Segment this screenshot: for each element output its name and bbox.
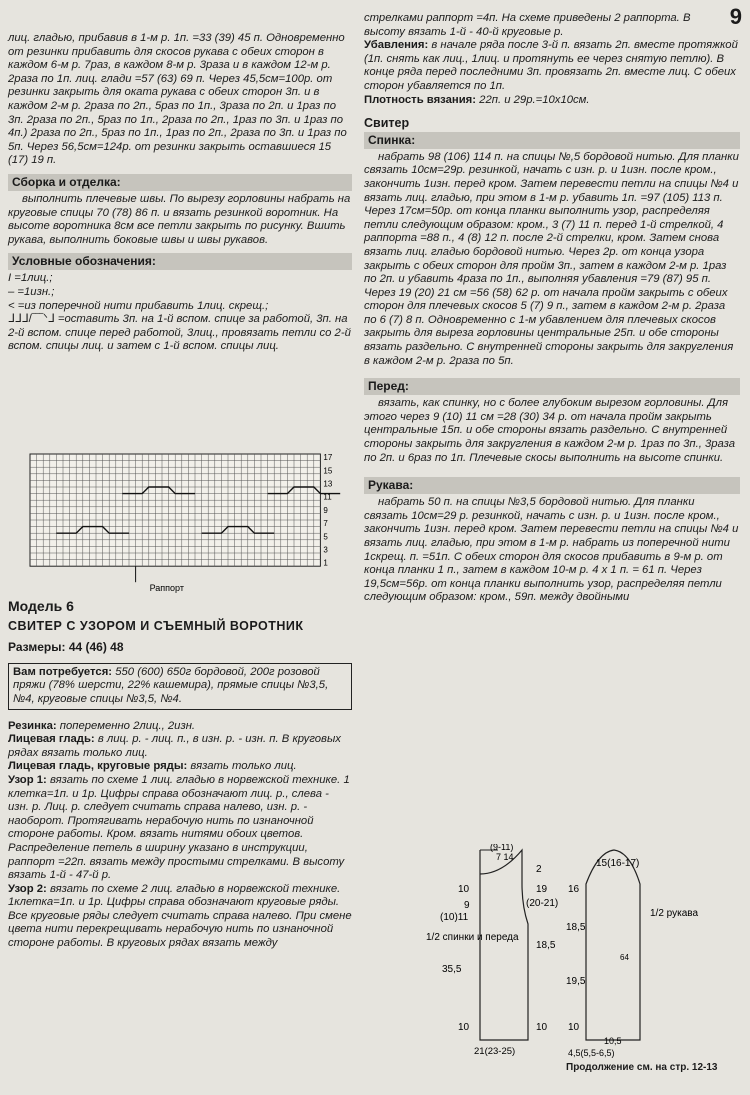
chart-row-label: 15 <box>323 466 333 476</box>
pattern-1-text: вязать по схеме 1 лиц. гладью в норвежской технике. 1 клетка=1п. и 1р. Цифры справа обозначают лиц. р., слева - изн. р. Лиц. р. следует считать справа налево, изн. р. - наоборот. Протягивать нерабочую нить по изнаночной стороне работы. Кром. вязать нитями обоих цветов. Распределение петель в ширину указано в инструкции, раппорт =22п. вязать между простыми стрелками. В высоту вязать 1-й - 47-й р. <box>8 773 350 882</box>
s-10: 10 <box>568 1022 580 1033</box>
m-bottom: 21(23-25) <box>474 1046 516 1057</box>
sizes <box>8 641 352 655</box>
legend-increase: < =из поперечной нити прибавить 1лиц. скрещ.; <box>8 299 269 312</box>
assembly-heading: Сборка и отделка: <box>8 174 352 191</box>
s-top: 15(16-17) <box>596 858 640 869</box>
pattern-chart <box>28 452 348 603</box>
body-label <box>426 932 519 943</box>
rib-text: попеременно 2лиц., 2изн. <box>59 719 196 732</box>
chart-row-label: 5 <box>323 532 328 542</box>
right-column <box>364 12 740 605</box>
legend-knit: I =1лиц.; <box>8 272 53 285</box>
legend-cable <box>8 313 352 354</box>
s-bottom: 4,5(5,5-6,5) <box>568 1048 615 1058</box>
continued-note: Продолжение см. на стр. 12-13 <box>566 1062 718 1073</box>
back-heading: Спинка: <box>364 132 740 149</box>
m-10b: 10 <box>458 1022 470 1033</box>
m-top: (9-11) <box>490 844 514 852</box>
s-16: 16 <box>568 884 580 895</box>
sleeve-text: набрать 50 п. на спицы №3,5 бордовой нитью. Для планки связать 10см=29 р. резинкой, начать с изн. р. и 1изн. после кром., закончить 1изн. перед кром. Затем перевести петли на спицы №4 и вязать лиц. гладью, при этом в 1-м р. набрать из поперечной нити 1скрещ. п. =51п. С обеих сторон для скосов прибавить в 9-м р. от конца планки 1 п., затем в каждом 10-м р. 4 х 1 п. = 61 п. Через 19,5см=56р. от конца планки выполнить узор, распределяя петли следующим образом: кром., 59п. между двойными <box>364 496 739 604</box>
model-title: СВИТЕР С УЗОРОМ И СЪЕМНЫЙ ВОРОТНИК <box>8 618 304 633</box>
stockinette-round-text: вязать только лиц. <box>190 760 297 773</box>
sleeve-heading: Рукава: <box>364 477 740 494</box>
pattern-chart-svg <box>28 452 348 598</box>
gauge-text: 22п. и 29р.=10х10см. <box>479 93 590 106</box>
m-18-5: 18,5 <box>536 940 556 951</box>
schema-svg <box>418 844 718 1062</box>
body-label-line: 1/2 спинки и переда <box>426 932 519 943</box>
m-2: 2 <box>536 864 542 875</box>
s-19-5: 19,5 <box>566 976 586 987</box>
chart-row-label: 7 <box>323 519 328 529</box>
pattern-2-text: вязать по схеме 2 лиц. гладью в норвежской технике. 1клетка=1п. и 1р. Цифры справа обозначают круговые ряды. Все круговые ряды следует считать справа налево. При смене цвета нити перекрещивать нерабочую нить по изнаночной стороне работы. В круговых рядах вязать между <box>8 882 352 950</box>
chart-row-label: 3 <box>323 545 328 555</box>
stockinette-round-label: Лицевая гладь, круговые ряды: <box>8 760 188 773</box>
pattern-2-label: Узор 2: <box>8 882 47 895</box>
back-text: набрать 98 (106) 114 п. на спицы №,5 бордовой нитью. Для планки связать 10см=29р. резинкой, начать с изн. р. и 1изн. после кром., закончить 1изн. перед кром. Затем перевести петли на спицы №4 и вязать лиц. гладью, при этом в 1-м р. убавить 1п. =97 (105) 113 п. Через 17см=50р. от конца планки выполнить узор, распределяя петли следующим образом: кром., 3 (7) 11 п. перед 1-й стрелкой, 4 раппорта =88 п., 4 (8) 12 п. после 2-й стрелки, кром. Затем снова вязать лиц. гладью бордовой нитью. Через 2р. от конца узора закрыть с обеих сторон для пройм 3п., затем в каждом 2-м р. 1раз по 2п. и убавить 4раза по 1п., выполняя убавления =79 (87) 95 п. Через 19 (20) 21 см =56 (58) 62 р. от начала пройм закрыть с обеих сторон для плечевых скосов 5 (7) 9 п., затем в каждом 2-м р. 2раза по 6 (7) 8 п. Одновременно с 1-м убавлением для плечевых скосов закрыть для выреза горловины центральные 25п. и обе стороны вязать раздельно. С внутренней стороны закрыть для закругления в каждом 2-м р. 2раза по 5п. <box>364 150 739 367</box>
sizes-label: Размеры: <box>8 640 66 655</box>
materials-text: 550 (600) 650г бордовой, 200г розовой пряжи (78% шерсти, 22% кашемира), прямые спицы №3,5, №4, круговые спицы №3,5, №4. <box>13 665 329 705</box>
pattern-1-label: Узор 1: <box>8 773 47 786</box>
chart-row-label: 13 <box>323 479 333 489</box>
materials-box <box>8 663 352 710</box>
m-9: 9 <box>464 900 470 911</box>
rapport-label: Раппорт <box>149 583 185 594</box>
rib-label: Резинка: <box>8 719 57 732</box>
decrease-paragraph <box>364 39 740 93</box>
front-heading: Перед: <box>364 378 740 395</box>
decrease-text: в начале ряда после 3-й п. вязать 2п. вместе протяжкой (1п. снять как лиц., 1лиц. и протянуть ее через снятую петлю). В конце ряда перед последними 3п. провязать 2п. вместе лиц. С обеих сторон убавляется по 1п. <box>364 39 738 92</box>
m-19b: (20-21) <box>526 898 559 909</box>
cable-symbol: ᒧᒧᒧ/‾‾‾ᐠᒧ <box>8 313 55 326</box>
m-top2: 7 14 <box>496 852 514 862</box>
measurement-schema <box>418 844 718 1067</box>
m-10-11: (10)11 <box>440 912 469 923</box>
stockinette-round-paragraph <box>8 760 352 774</box>
left-column <box>8 32 352 354</box>
model-6-section <box>8 600 352 951</box>
chart-row-label: 1 <box>323 558 328 568</box>
page-number: 9 <box>729 4 742 29</box>
m-35-5: 35,5 <box>442 964 462 975</box>
body-outline <box>480 850 528 1040</box>
model-label: Модель 6 <box>8 598 74 614</box>
s-64: 64 <box>620 953 629 962</box>
pattern-2-paragraph <box>8 883 352 951</box>
gauge-label: Плотность вязания: <box>364 93 477 106</box>
materials-label: Вам потребуется: <box>13 665 113 678</box>
sleeve-outline <box>586 850 640 1040</box>
m-10c: 10 <box>536 1022 548 1033</box>
s-10-5: 10,5 <box>604 1036 622 1046</box>
stockinette-text: в лиц. р. - лиц. п., в изн. р. - изн. п. В круговых рядах вязать только лиц. <box>8 733 341 759</box>
sweater-heading: Свитер <box>364 116 410 131</box>
front-text: вязать, как спинку, но с более глубоким вырезом горловины. Для этого через 9 (10) 11 см =28 (30) 34 р. от начала пройм закрыть центральные 15п. и обе стороны вязать раздельно. С внутренней стороны закрыть для закругления в каждом 2-м р. 1раз по 3п., 3раза по 2п. и 6раз по 1п. Плечевые скосы выполнить на высоте спинки. <box>364 397 736 464</box>
rib-paragraph <box>8 720 352 734</box>
m-10a: 10 <box>458 884 470 895</box>
chart-row-label: 17 <box>323 453 333 463</box>
sleeve-continuation: лиц. гладью, прибавив в 1-м р. 1п. =33 (39) 45 п. Одновременно от резинки прибавить для скосов рукава с обеих сторон в каждом 6-м р. 7раз, в каждом 8-м р. 3раза и в каждом 12-м р. 2раза по 1п. лиц. глади =57 (63) 69 п. Через 45,5см=100р. от резинки закрыть для оката рукава с обеих сторон 3п. и в каждом 2-м р. 2раза по 2п., 5раз по 1п., 3раза по 2п. и 1раз по 3п. 2раза по 2п., 5раз по 1п., 2раза по 2п., 1раз по 3п. и 1раз по 4п.) 2раза по 2п., 5раз по 1п., 1раз по 2п., 2раза по 3п. и 1раз по 5п. Через 56,5см=124р. от резинки закрыть оставшиеся 15 (17) 19 п. <box>8 32 347 167</box>
s-18-5: 18,5 <box>566 922 586 933</box>
pattern-1-paragraph <box>8 774 352 883</box>
sizes-value: 44 (46) 48 <box>68 640 124 655</box>
m-19: 19 <box>536 884 548 895</box>
chart-row-label: 9 <box>323 505 328 515</box>
sleeve-label: 1/2 рукава <box>650 908 699 919</box>
legend-heading: Условные обозначения: <box>8 253 352 270</box>
stockinette-paragraph <box>8 733 352 760</box>
stockinette-label: Лицевая гладь: <box>8 733 95 746</box>
assembly-text: выполнить плечевые швы. По вырезу горловины набрать на круговые спицы 70 (78) 86 п. и вязать резинкой воротник. На высоте воротника 8см все петли закрыть по рисунку. Вшить рукава, выполнить боковые швы и швы рукавов. <box>8 192 351 246</box>
decrease-label: Убавления: <box>364 39 429 52</box>
pattern-2-continuation: стрелками раппорт =4п. На схеме приведены 2 раппорта. В высоту вязать 1-й - 40-й круговые р. <box>364 12 691 38</box>
gauge-paragraph <box>364 94 740 108</box>
legend-cable-text: =оставить 3п. на 1-й вспом. спице за работой, 3п. на 2-й вспом. спице перед работой, 3лиц., провязать петли со 2-й вспом. спицы лиц. и затем с 1-й вспом. спицы лиц. <box>8 313 351 353</box>
chart-row-label: 11 <box>323 492 332 502</box>
legend-purl: – =1изн.; <box>8 285 55 298</box>
